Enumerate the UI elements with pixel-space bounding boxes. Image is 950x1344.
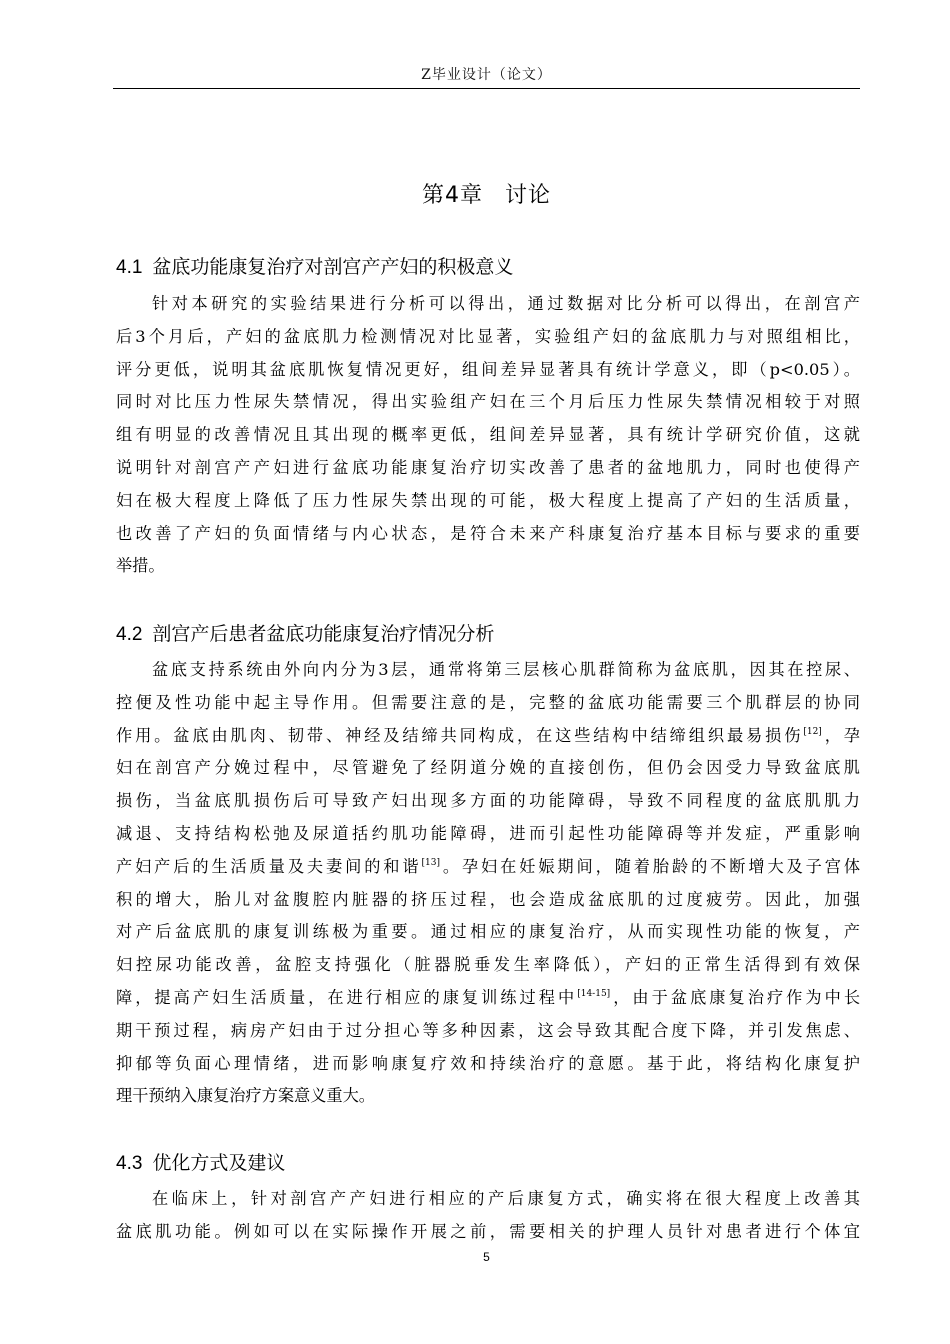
text-line: 也改善了产妇的负面情绪与内心状态，是符合未来产科康复治疗基本目标与要求的重要 — [116, 523, 860, 543]
text-line: 针对本研究的实验结果进行分析可以得出，通过数据对比分析可以得出，在剖宫产 — [152, 294, 860, 313]
text-line: 减退、支持结构松弛及尿道括约肌功能障碍，进而引起性功能障碍等并发症，严重影响 — [116, 823, 860, 843]
chapter-number: 第4章 — [421, 183, 483, 208]
text-line: 妇在剖宫产分娩过程中，尽管避免了经阴道分娩的直接创伤，但仍会因受力导致盆底肌 — [116, 758, 860, 778]
text-line: 举措。 — [116, 556, 165, 576]
text-line: 抑郁等负面心理情绪，进而影响康复疗效和持续治疗的意愿。基于此，将结构化康复护 — [116, 1053, 860, 1073]
text-line: 妇控尿功能改善，盆腔支持强化（脏器脱垂发生率降低），产妇的正常生活得到有效保 — [116, 955, 860, 975]
text-line: 理干预纳入康复治疗方案意义重大。 — [116, 1086, 375, 1106]
header-rule — [113, 88, 860, 89]
text-line: 说明针对剖宫产产妇进行盆底功能康复治疗切实改善了患者的盆地肌力，同时也使得产 — [116, 457, 860, 477]
section-title: 优化方式及建议 — [152, 1152, 286, 1174]
text-line: 期干预过程，病房产妇由于过分担心等多种因素，这会导致其配合度下降，并引发焦虑、 — [116, 1020, 860, 1040]
text-line: 妇在极大程度上降低了压力性尿失禁出现的可能，极大程度上提高了产妇的生活质量， — [116, 490, 860, 510]
chapter-name: 讨论 — [504, 183, 551, 208]
chapter-title — [113, 178, 860, 209]
citation-ref: [12] — [803, 726, 822, 737]
text-line: 盆底支持系统由外向内分为3层，通常将第三层核心肌群简称为盆底肌，因其在控尿、 — [152, 660, 860, 679]
citation-ref: [13] — [421, 857, 440, 868]
text-line: 组有明显的改善情况且其出现的概率更低，组间差异显著，具有统计学研究价值，这就 — [116, 425, 860, 445]
text-line: 对产后盆底肌的康复训练极为重要。通过相应的康复治疗，从而实现性功能的恢复，产 — [116, 922, 860, 942]
text-line: 盆底肌功能。例如可以在实际操作开展之前，需要相关的护理人员针对患者进行个体宜 — [116, 1221, 860, 1241]
text-line: 在临床上，针对剖宫产产妇进行相应的产后康复方式，确实将在很大程度上改善其 — [152, 1189, 860, 1208]
text-line: 积的增大，胎儿对盆腹腔内脏器的挤压过程，也会造成盆底肌的过度疲劳。因此，加强 — [116, 889, 860, 909]
text-line: 评分更低，说明其盆底肌恢复情况更好，组间差异显著具有统计学意义，即（p<0.05）。 — [116, 359, 860, 379]
section-heading-4-2 — [116, 619, 494, 646]
text-line: 同时对比压力性尿失禁情况，得出实验组产妇在三个月后压力性尿失禁情况相较于对照 — [116, 392, 860, 412]
section-number: 4.3 — [116, 1153, 143, 1174]
paragraph-4-3 — [116, 1183, 860, 1249]
text-line-with-citation: 障，提高产妇生活质量，在进行相应的康复训练过程中[14-15]，由于盆底康复治疗作为中长 — [116, 987, 861, 1007]
section-heading-4-3 — [116, 1148, 285, 1175]
section-title: 剖宫产后患者盆底功能康复治疗情况分析 — [152, 623, 495, 645]
text-line: 控便及性功能中起主导作用。但需要注意的是，完整的盆底功能需要三个肌群层的协同 — [116, 692, 860, 712]
section-number: 4.1 — [116, 257, 143, 278]
page-number: 5 — [483, 1250, 490, 1264]
text-line: 损伤，当盆底肌损伤后可导致产妇出现多方面的功能障碍，导致不同程度的盆底肌肌力 — [116, 791, 860, 811]
section-heading-4-1 — [116, 252, 513, 279]
paragraph-4-1 — [116, 288, 860, 583]
section-number: 4.2 — [116, 624, 143, 645]
text-line-with-citation: 产妇产后的生活质量及夫妻间的和谐[13]。孕妇在妊娠期间，随着胎龄的不断增大及子宫体 — [116, 856, 861, 876]
text-line-with-citation: 作用。盆底由肌肉、韧带、神经及结缔共同构成，在这些结构中结缔组织最易损伤[12]，孕 — [116, 725, 860, 745]
text-line: 后3个月后，产妇的盆底肌力检测情况对比显著，实验组产妇的盆底肌力与对照组相比， — [116, 326, 860, 346]
section-title: 盆底功能康复治疗对剖宫产产妇的积极意义 — [152, 256, 514, 278]
paragraph-4-2 — [116, 654, 860, 1113]
citation-ref: [14-15] — [577, 988, 611, 999]
running-header: Z毕业设计（论文） — [421, 67, 552, 83]
